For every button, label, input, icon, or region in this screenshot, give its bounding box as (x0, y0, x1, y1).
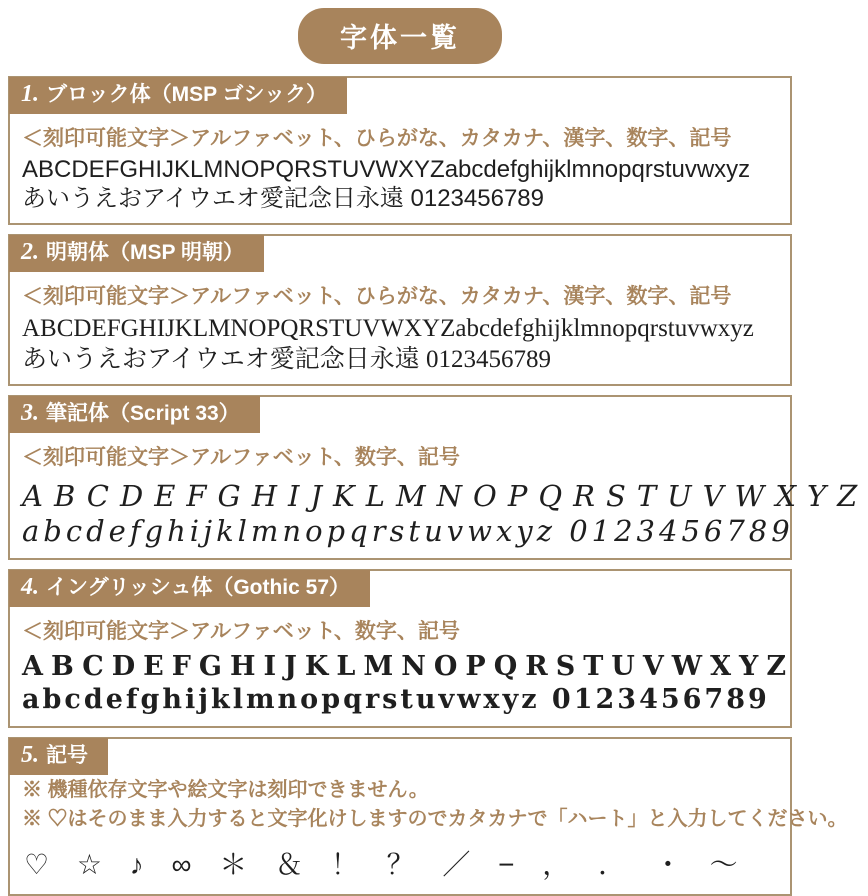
section-4-sample-lowercase-digits: abcdefghijklmnopqrstuvwxyz 0123456789 (22, 684, 770, 716)
section-1-sample-japanese-digits: あいうえおアイウエオ愛記念日永遠 0123456789 (22, 185, 544, 213)
section-2-title: 明朝体（MSP 明朝） (46, 241, 244, 265)
section-block-style (8, 76, 792, 225)
symbols-sample-row: ♡ ☆ ♪ ∞ ＊ ＆ ！ ？ ／ − ， ． ・ ～ (24, 848, 738, 880)
section-3-title: 筆記体（Script 33） (46, 402, 240, 426)
section-1-sample-alphabet: ABCDEFGHIJKLMNOPQRSTUVWXYZabcdefghijklmnopqrstuvwxyz (22, 155, 751, 183)
section-mincho-style (8, 234, 792, 386)
section-english-style (8, 569, 795, 728)
section-4-number: 4. (21, 574, 39, 601)
section-symbols (8, 737, 848, 896)
section-2-number: 2. (21, 239, 39, 266)
section-1-engravable-caption: ＜刻印可能文字＞アルファベット、ひらがな、カタカナ、漢字、数字、記号 (22, 126, 732, 150)
symbols-note-heart-input: ※ ♡はそのまま入力すると文字化けしますのでカタカナで「ハート」と入力してください。 (22, 807, 848, 830)
section-4-header (9, 570, 370, 607)
section-1-header (9, 77, 347, 114)
section-2-sample-alphabet: ABCDEFGHIJKLMNOPQRSTUVWXYZabcdefghijklmnopqrstuvwxyz (22, 315, 754, 343)
page-title: 字体一覧 (298, 8, 502, 64)
section-3-number: 3. (21, 400, 39, 427)
section-2-engravable-caption: ＜刻印可能文字＞アルファベット、ひらがな、カタカナ、漢字、数字、記号 (22, 285, 732, 309)
section-script-style (8, 395, 868, 560)
section-5-header (9, 738, 108, 775)
symbols-note-device-dependent: ※ 機種依存文字や絵文字は刻印できません。 (22, 778, 429, 801)
section-2-header (9, 235, 264, 272)
section-4-title: イングリッシュ体（Gothic 57） (46, 576, 351, 600)
section-4-engravable-caption: ＜刻印可能文字＞アルファベット、数字、記号 (22, 620, 460, 644)
section-5-number: 5. (21, 741, 39, 768)
section-2-sample-japanese-digits: あいうえおアイウエオ愛記念日永遠 0123456789 (22, 345, 552, 373)
section-1-number: 1. (21, 81, 39, 107)
section-3-sample-uppercase: ABCDEFGHIJKLMNOPQRSTUVWXYZ (22, 479, 868, 514)
section-3-header (9, 396, 260, 433)
section-5-title: 記号 (46, 743, 88, 767)
section-4-sample-uppercase: ABCDEFGHIJKLMNOPQRSTUVWXYZ (22, 651, 795, 683)
section-3-engravable-caption: ＜刻印可能文字＞アルファベット、数字、記号 (22, 446, 460, 470)
section-1-title: ブロック体（MSP ゴシック） (46, 83, 328, 106)
section-3-sample-lowercase-digits: abcdefghijklmnopqrstuvwxyz 0123456789 (22, 514, 794, 549)
